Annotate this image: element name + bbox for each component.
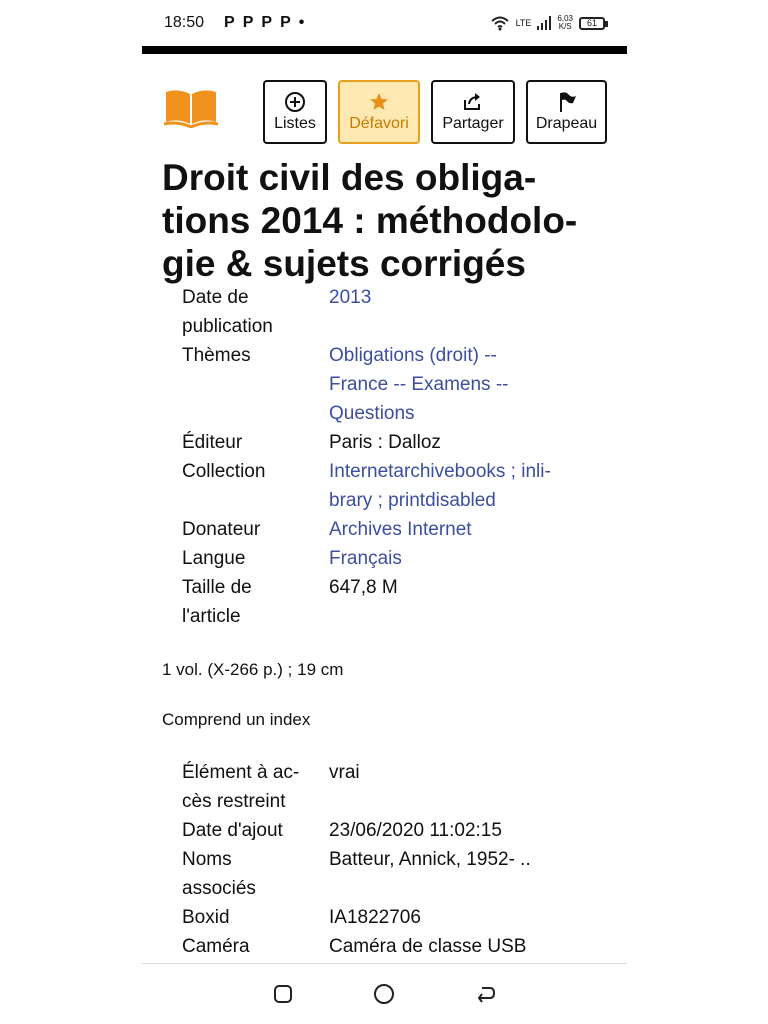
meta-value: Caméra de classe USB	[329, 936, 527, 957]
open-book-icon[interactable]	[164, 88, 218, 128]
page-title: Droit civil des obliga- tions 2014 : méthodolo- gie & sujets corrigés	[162, 157, 578, 284]
meta-value: vrai	[329, 762, 360, 783]
wifi-icon	[490, 15, 510, 31]
toolbar	[142, 80, 627, 144]
meta-value: Paris : Dalloz	[329, 432, 441, 453]
signal-icon	[537, 16, 551, 30]
unfavorite-label: Défavori	[349, 115, 409, 132]
notification-icon: P	[242, 14, 254, 31]
meta-key: Thèmes	[182, 345, 251, 366]
status-time: 18:50	[164, 14, 205, 31]
meta-value: Batteur, Annick, 1952- ..	[329, 849, 531, 870]
meta-key: Caméra	[182, 936, 250, 957]
back-button[interactable]	[471, 979, 501, 1009]
phone-screen	[142, 0, 627, 1024]
status-bar	[142, 0, 627, 46]
meta-value-link[interactable]: Internetarchivebooks ; inli- brary ; printdisabled	[329, 461, 551, 511]
meta-value-link[interactable]: Archives Internet	[329, 519, 472, 540]
metadata-table	[182, 283, 602, 631]
star-icon	[369, 92, 389, 112]
meta-key: Taille de l'article	[182, 577, 252, 627]
meta-key: Date de publication	[182, 287, 273, 337]
meta-key: Élément à ac- cès restreint	[182, 762, 300, 812]
metadata-table-extra	[182, 758, 602, 961]
share-button[interactable]	[431, 80, 515, 144]
status-right	[490, 15, 605, 31]
index-note: Comprend un index	[162, 710, 311, 729]
notification-icons	[224, 14, 304, 32]
meta-key: Éditeur	[182, 432, 243, 453]
flag-icon	[557, 91, 577, 113]
meta-key: Langue	[182, 548, 246, 569]
back-icon	[475, 983, 497, 1005]
flag-button[interactable]	[526, 80, 607, 144]
battery-level: 61	[586, 18, 597, 28]
notification-dot: •	[298, 14, 305, 31]
share-label: Partager	[442, 115, 504, 132]
meta-key: Collection	[182, 461, 266, 482]
meta-key: Noms associés	[182, 849, 256, 899]
home-button[interactable]	[369, 979, 399, 1009]
system-nav-bar	[142, 964, 627, 1024]
meta-key: Date d'ajout	[182, 820, 283, 841]
lists-label: Listes	[274, 115, 316, 132]
home-icon	[373, 983, 395, 1005]
battery-icon	[579, 17, 605, 30]
meta-value-link[interactable]: Français	[329, 548, 402, 569]
recent-apps-button[interactable]	[268, 979, 298, 1009]
network-type: LTE	[515, 17, 532, 28]
recent-apps-icon	[272, 983, 294, 1005]
lists-button[interactable]	[263, 80, 327, 144]
meta-value-link[interactable]: Obligations (droit) -- France -- Examens -- Questions	[329, 345, 509, 424]
meta-value: 23/06/2020 11:02:15	[329, 820, 502, 841]
share-icon	[462, 92, 484, 112]
notification-icon: P	[261, 14, 273, 31]
header-bar	[142, 46, 627, 54]
notification-icon: P	[224, 14, 235, 31]
meta-value: 647,8 M	[329, 577, 398, 598]
unfavorite-button[interactable]	[338, 80, 420, 144]
meta-value: IA1822706	[329, 907, 421, 928]
meta-key: Donateur	[182, 519, 261, 540]
flag-label: Drapeau	[535, 115, 598, 132]
network-speed: 6,03 K/S	[557, 14, 573, 31]
meta-key: Boxid	[182, 907, 230, 928]
notification-icon: P	[280, 14, 291, 31]
meta-value-link[interactable]: 2013	[329, 287, 372, 308]
physical-description: 1 vol. (X-266 p.) ; 19 cm	[162, 660, 344, 679]
plus-circle-icon	[284, 91, 306, 113]
